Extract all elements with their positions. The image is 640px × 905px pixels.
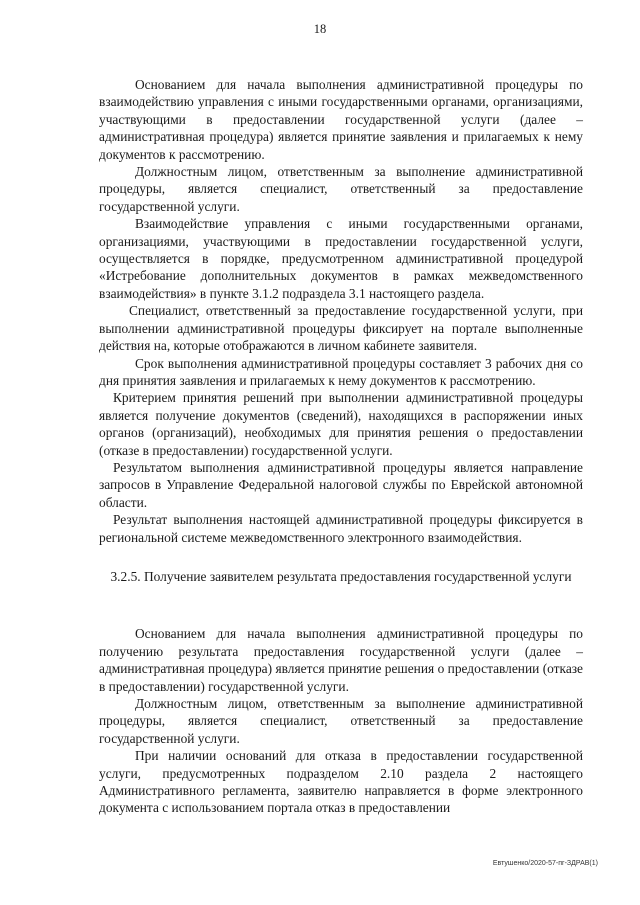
document-body: [99, 76, 583, 817]
paragraph: Должностным лицом, ответственным за выполнение административной процедуры, является специалист, ответственный за предоставление государственной услуги.: [99, 696, 583, 746]
paragraph: Срок выполнения административной процедуры составляет 3 рабочих дня со дня принятия заявления и прилагаемых к нему документов к рассмотрению.: [99, 355, 583, 388]
paragraph: При наличии оснований для отказа в предоставлении государственной услуги, предусмотренных подразделом 2.10 раздела 2 настоящего Административного регламента, заявителю направляется в форме электронного документа с использованием портала отказ в предоставлении: [99, 748, 583, 816]
paragraph: Взаимодействие управления с иными государственными органами, организациями, участвующими в предоставлении государственной услуги, осуществляется в порядке, предусмотренном административной процедурой «Истребование дополнительных документов в рамках межведомственного взаимодействия» в пункте 3.1.2 подраздела 3.1 настоящего раздела.: [99, 216, 583, 301]
paragraph: Основанием для начала выполнения административной процедуры по взаимодействию управления с иными государственными органами, организациями, участвующими в предоставлении государственной услуги (далее – административная процедура) является принятие заявления и прилагаемых к нему документов к рассмотрению.: [99, 77, 583, 162]
page-number: 18: [313, 22, 327, 36]
paragraph: Результатом выполнения административной процедуры является направление запросов в Управление Федеральной налоговой службы по Еврейской автономной области.: [99, 459, 583, 510]
section-heading: 3.2.5. Получение заявителем результата предоставления государственной услуги: [110, 568, 572, 584]
paragraph: Должностным лицом, ответственным за выполнение административной процедуры, является специалист, ответственный за предоставление государственной услуги.: [99, 164, 583, 214]
paragraph: Результат выполнения настоящей административной процедуры фиксируется в региональной системе межведомственного электронного взаимодействия.: [99, 512, 583, 545]
paragraph: Основанием для начала выполнения административной процедуры по получению результата предоставления государственной услуги (далее – административная процедура) является принятие решения о предоставлении (отказе в предоставлении) государственной услуги.: [99, 626, 583, 694]
document-registration-code: Евтушенко/2020-57-пг-ЗДРАВ(1): [492, 860, 598, 867]
paragraph: Критерием принятия решений при выполнении административной процедуры является получение документов (сведений), находящихся в распоряжении иных органов (организаций), необходимых для принятия решения о предоставлении (отказе в предоставлении) государственной услуги.: [99, 390, 583, 458]
paragraph: Специалист, ответственный за предоставление государственной услуги, при выполнении административной процедуры фиксирует на портале выполненные действия на, которые отображаются в личном кабинете заявителя.: [99, 303, 583, 354]
